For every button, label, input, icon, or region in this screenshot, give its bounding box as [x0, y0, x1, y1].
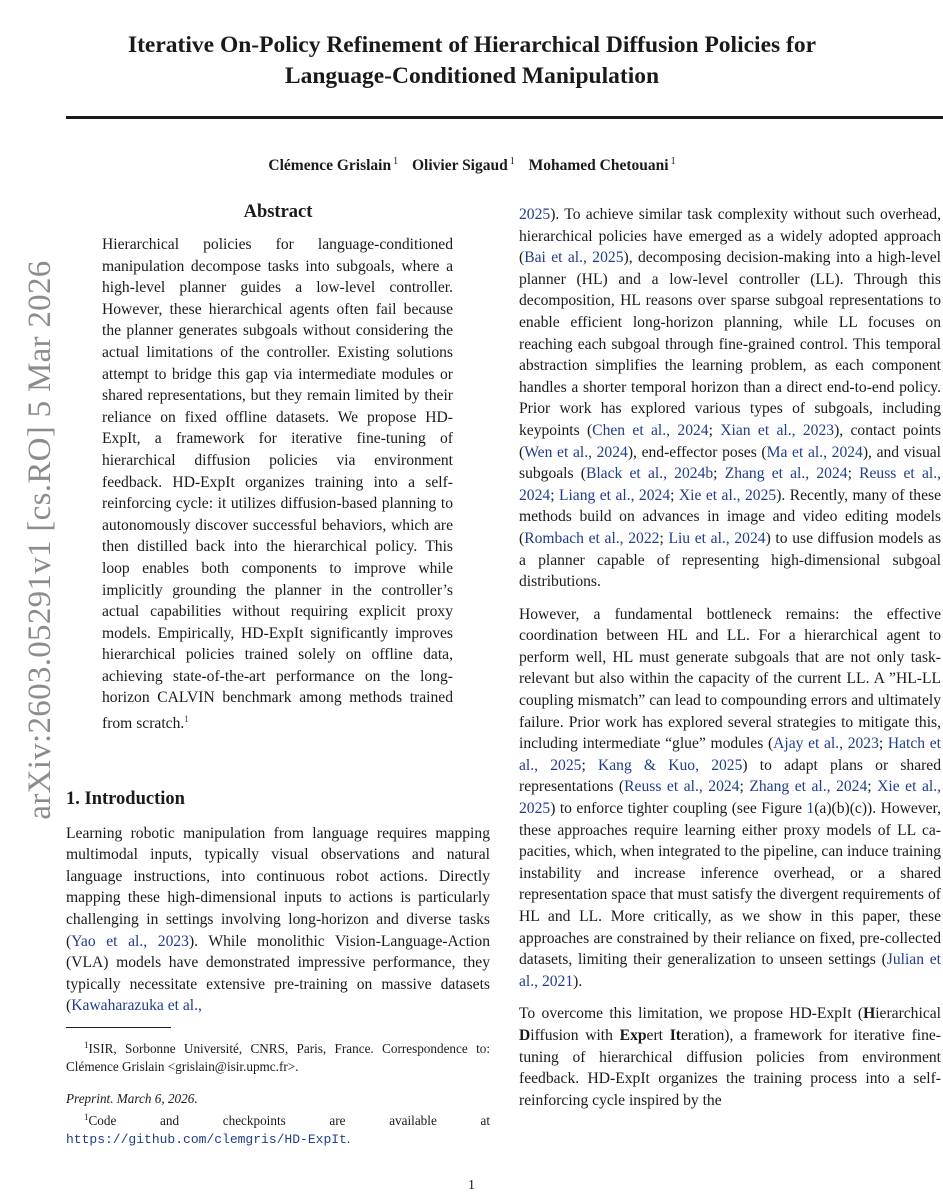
author: Clémence Grislain $^1$	[268, 156, 399, 174]
abstract-body: Hierarchical policies for language-conditioned manipulation decompose tasks into subgoals, where a high-level planner guides a low-level controller. However, these hierarchical agents often fail because the planner generates subgoals without considering the actual limitations of the controller. Existing solutions attempt to bridge this gap via intermediate modules or shared representations, but they remain limited by their reliance on fixed offline datasets. We propose HD-ExpIt, a framework for iterative fine-tuning of hierarchical diffusion policies via environment feedback. HD-ExpIt organizes training into a self-reinforcing cycle: it utilizes diffusion-based planning to autonomously discover successful behaviors, which are then distilled back into the hierarchical policy. This loop enables both components to improve while implicitly grounding the planner in the controller’s actual capabilities without requiring explicit proxy models. Empirically, HD-ExpIt significantly improves hierarchical policies trained solely on offline data, achieving state-of-the-art performance on the long-horizon CALVIN benchmark among methods trained from scratch.$^1$	[102, 236, 453, 733]
right-column	[519, 204, 941, 1111]
citation-link[interactable]: Kawaharazuka et al.,	[71, 997, 202, 1015]
author: Olivier Sigaud $^1$	[411, 156, 515, 174]
citation-link[interactable]: Rombach et al., 2022	[524, 529, 660, 547]
github-link[interactable]: https://github.com/clemgris/HD-ExpIt	[66, 1132, 347, 1147]
intro-paragraph-2: However, a fundamental bottleneck remains: the effective coordination between HL and LL. For a hierarchical agent to perform well, HL must generate subgoals that are not only task-relevant but also within the capacity of the current LL. A ”HL-LL coupling mismatch” can lead to compounding errors and ultimately failure. Prior work has explored several strategies to mitigate this, including intermediate “glue” modules (Ajay et al., 2023; Hatch et al., 2025; Kang & Kuo, 2025) to adapt plans or shared representations (Reuss et al., 2024; Zhang et al., 2024; Xie et al., 2025) to enforce tighter coupling (see Figure 1(a)(b)(c)). However, these approaches require learning either proxy models of LL capacities, which, when integrated to the pipeline, can induce training instability and increase inference overhead, or a shared representation space that must satisfy the divergent requirements of HL and LL. More critically, as we show in this paper, these approaches are constrained by their reliance on fixed, pre-collected datasets, limiting their generalization to unseen settings (Julian et al., 2021).	[519, 605, 942, 990]
citation-link[interactable]: Chen et al., 2024	[592, 421, 709, 439]
left-column	[66, 200, 490, 1149]
citation-link[interactable]: Black et al., 2024b	[585, 465, 714, 483]
intro-paragraph-1: Learning robotic manipulation from language requires mapping multimodal inputs, typically visual observations and natural language instructions, into continuous robot actions. Directly mapping these high-dimensional inputs to actions is particularly challenging in settings involving long-horizon and diverse tasks (Yao et al., 2023). While monolithic Vision-Language-Action (VLA) models have demonstrated impressive performance, they typically necessitate extensive pre-training on massive datasets (Kawaharazuka et al.,	[66, 824, 490, 1015]
citation-link[interactable]: Reuss et al., 2024	[624, 778, 740, 796]
code-footnote: $^1$Code and checkpoints are available at https://github.com/clemgris/HD-ExpIt.	[66, 1112, 490, 1147]
citation-link[interactable]: Zhang et al., 2024	[749, 778, 868, 796]
citation-link[interactable]: Yao et al., 2023	[71, 932, 189, 950]
author: Mohamed Chetouani $^1$	[528, 156, 676, 174]
citation-link[interactable]: Reuss et al., 2024	[519, 465, 942, 504]
affiliation-footnote: $^1$ISIR, Sorbonne Université, CNRS, Paris, France. Correspondence to: Clémence Grislain <grislain@isir.upmc.fr>.	[66, 1040, 490, 1074]
title-line-2: Language-Conditioned Manipulation	[284, 63, 660, 89]
author-list	[66, 156, 878, 175]
title-line-1: Iterative On-Policy Refinement of Hierarchical Diffusion Policies for	[127, 32, 817, 58]
intro-paragraph-1-continued: 2025). To achieve similar task complexity without such overhead, hierarchical policies have emerged as a widely adopted approach (Bai et al., 2025), decomposing decision-making into a high-level planner (HL) and a low-level controller (LL). Through this decomposition, HL reasons over sparse subgoal representations to enable efficient long-horizon planning, while LL focuses on reaching each subgoal through fine-grained control. This temporal abstraction simplifies the learning problem, as each component handles a shorter temporal horizon than a direct end-to-end policy. Prior work has explored various types of subgoals, including keypoints (Chen et al., 2024; Xian et al., 2023), contact points (Wen et al., 2024), end-effector poses (Ma et al., 2024), and visual subgoals (Black et al., 2024b; Zhang et al., 2024; Reuss et al., 2024; Liang et al., 2024; Xie et al., 2025). Recently, many of these methods build on advances in image and video editing models (Rombach et al., 2022; Liu et al., 2024) to use diffusion models as a planner capable of representing high-dimensional subgoal distributions.	[519, 206, 942, 591]
citation-link[interactable]: Julian et al., 2021	[519, 951, 941, 990]
citation-link[interactable]: 2025	[519, 206, 551, 223]
arxiv-stamp: arXiv:2603.05291v1 [cs.RO] 5 Mar 2026	[22, 260, 58, 820]
citation-link[interactable]: Ajay et al., 2023	[773, 735, 879, 753]
footnote-link[interactable]: 1	[184, 714, 189, 725]
preprint-note: Preprint. March 6, 2026.	[66, 1091, 198, 1106]
paper-title	[66, 30, 878, 92]
citation-link[interactable]: Wen et al., 2024	[524, 443, 628, 461]
citation-link[interactable]: Xie et al., 2025	[519, 778, 942, 818]
citation-link[interactable]: Kang & Kuo, 2025	[597, 756, 743, 774]
footnote-rule	[66, 1027, 171, 1028]
citation-link[interactable]: Xie et al., 2025	[678, 486, 777, 504]
citation-link[interactable]: Bai et al., 2025	[524, 249, 624, 267]
citation-link[interactable]: Hatch et al., 2025	[519, 735, 942, 774]
citation-link[interactable]: Xian et al., 2023	[720, 421, 835, 439]
figure-link[interactable]: 1	[806, 800, 815, 818]
abstract-heading: Abstract	[243, 202, 313, 222]
title-rule	[66, 116, 943, 119]
page-number: 1	[468, 1178, 475, 1193]
citation-link[interactable]: Liang et al., 2024	[558, 486, 671, 504]
citation-link[interactable]: Liu et al., 2024	[668, 529, 766, 547]
intro-paragraph-3: To overcome this limitation, we propose HD-ExpIt (Hierarchical Diffusion with Expert Iteration), a framework for iterative fine-tuning of hierarchical diffusion policies from environment feedback. HD-ExpIt organizes the training process into a self-reinforcing cycle inspired by the	[519, 1005, 942, 1109]
citation-link[interactable]: Zhang et al., 2024	[724, 465, 848, 483]
section-heading-introduction: 1. Introduction	[66, 788, 185, 809]
citation-link[interactable]: Ma et al., 2024	[766, 443, 863, 461]
